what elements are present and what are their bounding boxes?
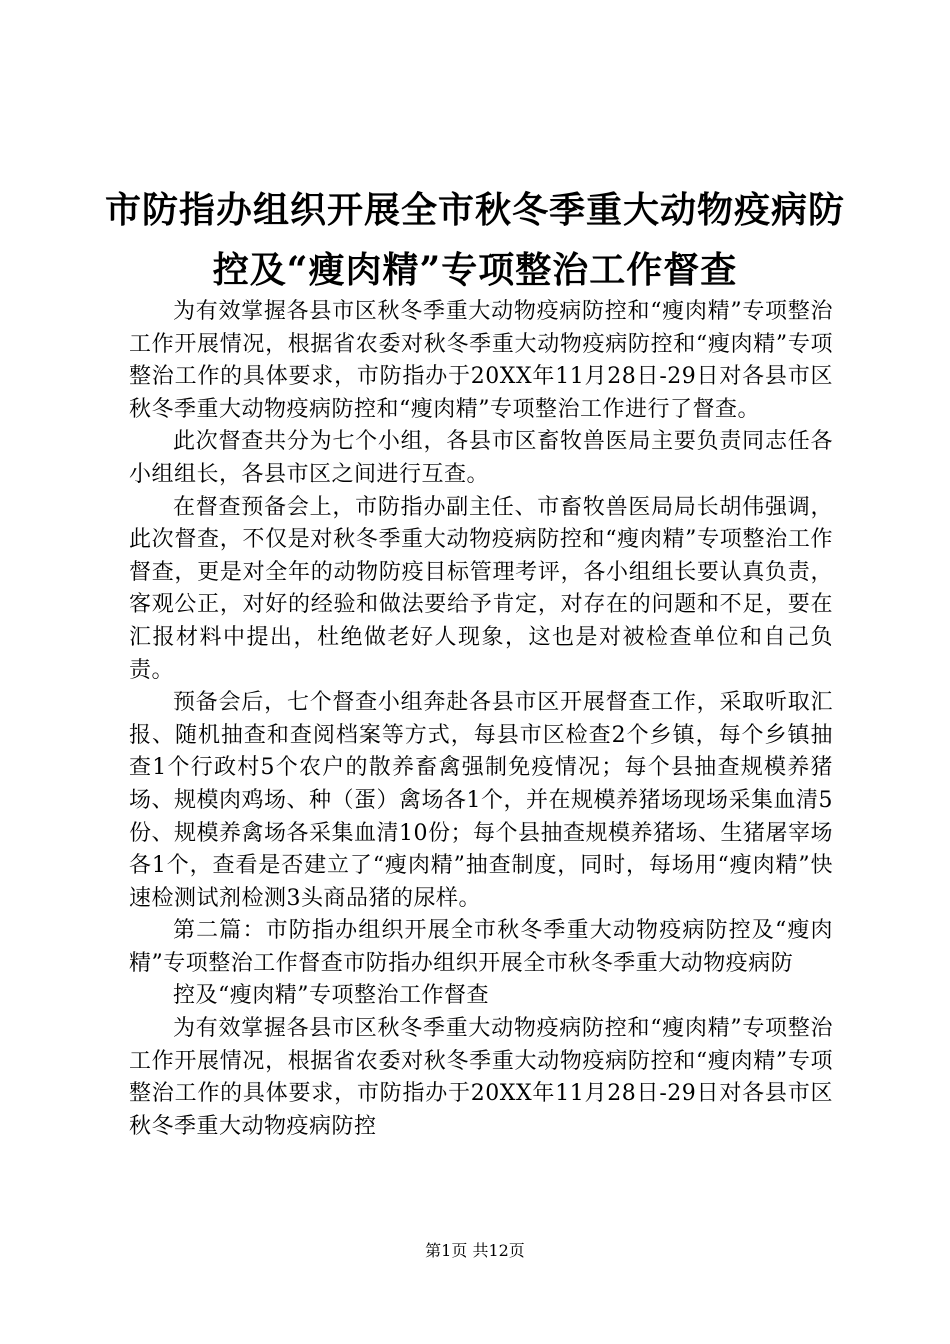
document-body xyxy=(129,296,833,1143)
document-title-line-1: 市防指办组织开展全市秋冬季重大动物疫病防 xyxy=(104,189,845,231)
paragraph: 为有效掌握各县市区秋冬季重大动物疫病防控和“瘦肉精”专项整治工作开展情况，根据省农委对秋冬季重大动物疫病防控和“瘦肉精”专项整治工作的具体要求，市防指办于20XX年11月28日-29日对各县市区秋冬季重大动物疫病防控和“瘦肉精”专项整治工作进行了督查。 xyxy=(129,299,833,422)
document-title-line-2: 控及“瘦肉精”专项整治工作督查 xyxy=(212,249,738,291)
page-footer: 第1页 共12页 xyxy=(425,1241,525,1260)
paragraph-subheading: 控及“瘦肉精”专项整治工作督查 xyxy=(173,983,489,1009)
paragraph: 为有效掌握各县市区秋冬季重大动物疫病防控和“瘦肉精”专项整治工作开展情况，根据省农委对秋冬季重大动物疫病防控和“瘦肉精”专项整治工作的具体要求，市防指办于20XX年11月28日-29日对各县市区秋冬季重大动物疫病防控 xyxy=(129,1016,833,1139)
paragraph: 在督查预备会上，市防指办副主任、市畜牧兽医局局长胡伟强调，此次督查，不仅是对秋冬季重大动物疫病防控和“瘦肉精”专项整治工作督查，更是对全年的动物防疫目标管理考评，各小组组长要认真负责，客观公正，对好的经验和做法要给予肯定，对存在的问题和不足，要在汇报材料中提出，杜绝做老好人现象，这也是对被检查单位和自己负责。 xyxy=(129,494,833,683)
paragraph: 此次督查共分为七个小组，各县市区畜牧兽医局主要负责同志任各小组组长，各县市区之间进行互查。 xyxy=(129,429,833,487)
paragraph: 预备会后，七个督查小组奔赴各县市区开展督查工作，采取听取汇报、随机抽查和查阅档案等方式，每县市区检查2个乡镇，每个乡镇抽查1个行政村5个农户的散养畜禽强制免疫情况；每个县抽查规模养猪场、规模肉鸡场、种（蛋）禽场各1个，并在规模养猪场现场采集血清5份、规模养禽场各采集血清10份；每个县抽查规模养猪场、生猪屠宰场各1个，查看是否建立了“瘦肉精”抽查制度，同时，每场用“瘦肉精”快速检测试剂检测3头商品猪的尿样。 xyxy=(129,690,833,911)
paragraph: 第二篇：市防指办组织开展全市秋冬季重大动物疫病防控及“瘦肉精”专项整治工作督查市防指办组织开展全市秋冬季重大动物疫病防 xyxy=(129,918,833,976)
